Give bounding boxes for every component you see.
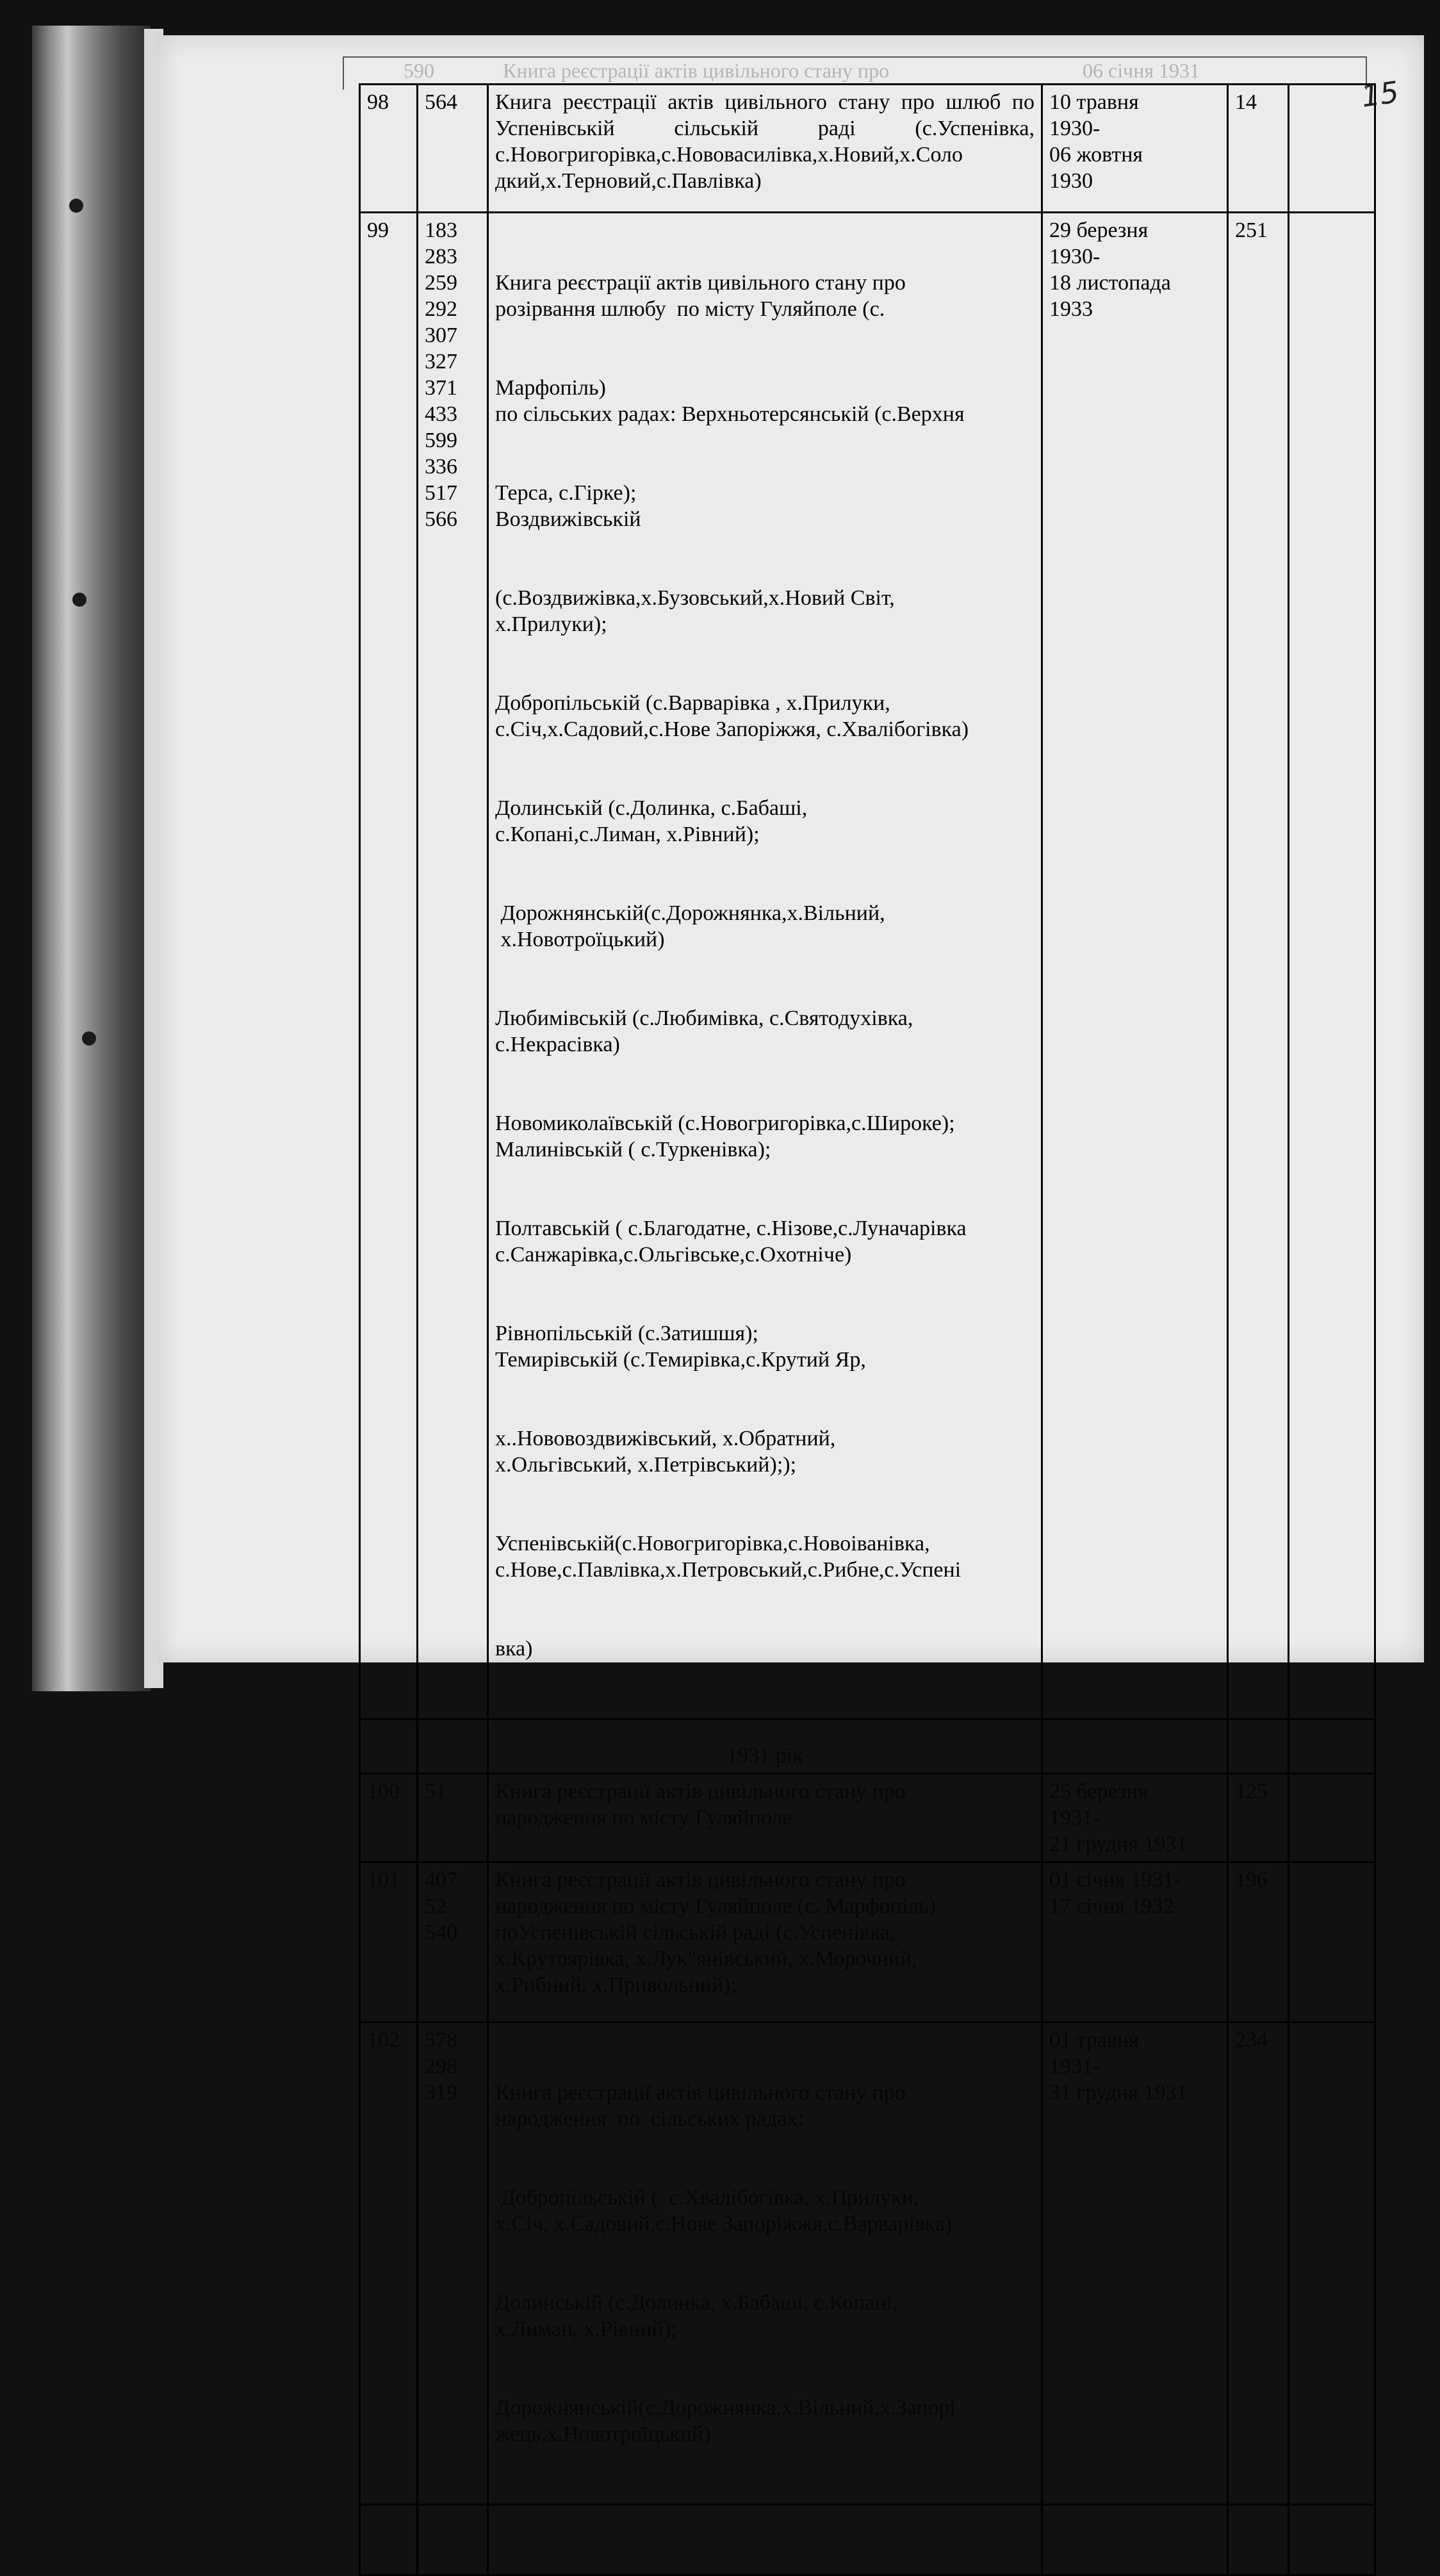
empty-cell [418,1719,488,1774]
register-table [359,83,1376,2576]
table-row [360,213,1375,1719]
sheet-count: 196 [1228,1862,1289,2022]
sheet-count: 234 [1228,2022,1289,2505]
notes-cell [1289,2022,1375,2505]
file-codes: 578 298 319 [418,2022,488,2505]
sheet-number: 15 [1359,74,1402,114]
empty-cell [1289,2505,1375,2575]
table-row [360,1862,1375,2022]
row-number: 101 [360,1862,418,2022]
description: Книга реєстрації актів цивільного стану про народження по сільських радах: Добропільській ( с.Хвалібогівка, х.Прилуки, х.Січ, х.Садовий,с.Нове Запоріжжя,с.Варварівка) Долинській (с.Долинка, х.Бабаші, с.Копані, х.Лиман, х.Рівний); Дорожнянській(с.Дорожнянка,х.Вільний,х.Запорі жець,х.Новотроїцький) [488,2022,1042,2505]
ghost-date: 06 січня 1931 [1083,59,1200,82]
description: Книга реєстрації актів цивільного стану про народження по місту Гуляйполе [488,1774,1042,1862]
punch-hole [72,593,86,607]
notes-cell [1289,1862,1375,2022]
punch-hole [69,199,83,213]
row-number: 98 [360,85,418,213]
film-strip-left [32,26,151,1691]
row-number: 99 [360,213,418,1719]
ghost-code: 590 [404,59,434,82]
file-codes: 564 [418,85,488,213]
year-row [360,1719,1375,1774]
file-codes: 51 [418,1774,488,1862]
table-row [360,2022,1375,2505]
punch-hole [82,1031,96,1046]
row-number: 102 [360,2022,418,2505]
year-label: 1931 рік [488,1719,1042,1774]
date-range: 29 березня 1930- 18 листопада 1933 [1042,213,1228,1719]
empty-cell [360,1719,418,1774]
row-number: 100 [360,1774,418,1862]
date-range: 01 січня 1931- 17 січня 1932 [1042,1862,1228,2022]
file-codes: 407 52 540 [418,1862,488,2022]
table-row-empty [360,2505,1375,2575]
notes-cell [1289,213,1375,1719]
sheet-count: 14 [1228,85,1289,213]
empty-cell [360,2505,418,2575]
notes-cell [1289,1774,1375,1862]
ghost-title: Книга реєстрації актів цивільного стану про [503,59,890,82]
date-range: 25 березня 1931- 21 грудня 1931 [1042,1774,1228,1862]
sheet-count: 251 [1228,213,1289,1719]
description: Книга реєстрації актів цивільного стану про шлюб по Успенівській сільській раді (с.Успенівка, с.Новогригорівка,с.Нововасилівка,х.Новий,х.Соло дкий,х.Терновий,с.Павлівка) [488,85,1042,213]
sheet-count: 125 [1228,1774,1289,1862]
empty-cell [488,2505,1042,2575]
date-range: 10 травня 1930- 06 жовтня 1930 [1042,85,1228,213]
notes-cell [1289,85,1375,213]
date-range: 01 травня 1931- 31 грудня 1931 [1042,2022,1228,2505]
empty-cell [1042,1719,1228,1774]
description: Книга реєстрації актів цивільного стану про народження по місту Гуляйполе (с. Марфопіль) поУспенівській сільській раді (с.Успенівка, х.Крутоярівка, х.Лук"янівський, х.Морочний, х.Рибний, х.Привольний); [488,1862,1042,2022]
empty-cell [1228,2505,1289,2575]
description: Книга реєстрації актів цивільного стану про розірвання шлюбу по місту Гуляйполе (с. Марфопіль) по сільських радах: Верхньотерсянській (с.Верхня Терса, с.Гірке); Воздвижівській (с.Воздвижівка,х.Бузовський,х.Новий Світ, х.Прилуки); Добропільській (с.Варварівка , х.Прилуки, с.Січ,х.Садовий,с.Нове Запоріжжя, с.Хвалібогівка) Долинській (с.Долинка, с.Бабаші, с.Копані,с.Лиман, х.Рівний); Дорожнянській(с.Дорожнянка,х.Вільний, х.Новотроїцький) Любимівській (с.Любимівка, с.Святодухівка, с.Некрасівка) Новомиколаївській (с.Новогригорівка,с.Широке); Малинівській ( с.Туркенівка); Полтавській ( с.Благодатне, с.Нізове,с.Луначарівка с.Санжарівка,с.Ольгівське,с.Охотніче) Рівнопільській (с.Затишшя); Темирівській (с.Темирівка,с.Крутий Яр, х..Нововоздвижівський, х.Обратний, х.Ольгівський, х.Петрівський);); Успенівській(с.Новогригорівка,с.Новоіванівка, с.Нове,с.Павлівка,х.Петровський,с.Рибне,с.Успені вка) [488,213,1042,1719]
empty-cell [1042,2505,1228,2575]
empty-cell [1228,1719,1289,1774]
empty-cell [1289,1719,1375,1774]
file-codes: 183 283 259 292 307 327 371 433 599 336 517 566 [418,213,488,1719]
table-row [360,85,1375,213]
table-row [360,1774,1375,1862]
empty-cell [418,2505,488,2575]
